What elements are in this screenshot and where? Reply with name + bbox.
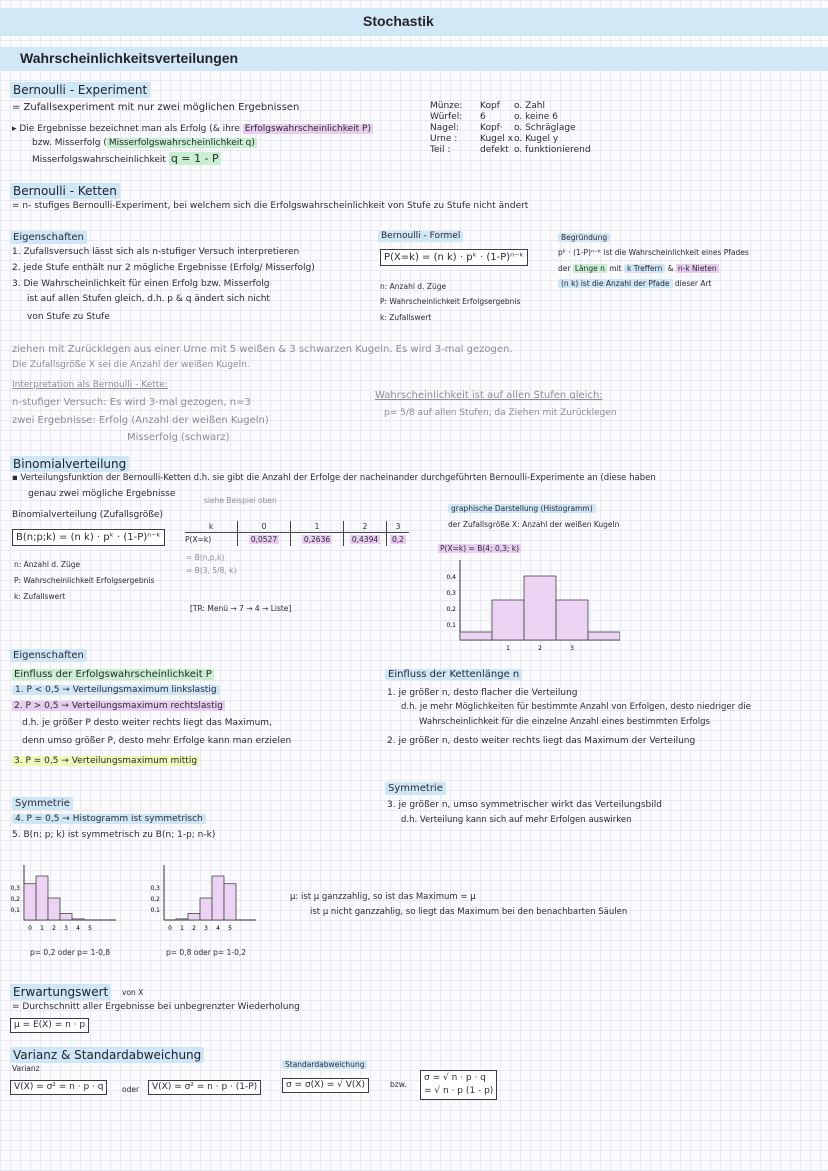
subheading: Einfluss der Erfolgswahrscheinlichkeit P xyxy=(14,669,212,680)
histogram-bar xyxy=(224,884,236,920)
text-line: 4. P = 0,5 → Histogramm ist symmetrisch xyxy=(12,814,206,825)
begruendung-heading: Begründung xyxy=(558,233,610,242)
varianz-formula-1: V(X) = σ² = n · p · q xyxy=(10,1080,107,1095)
caption: p= 0,8 oder p= 1-0,2 xyxy=(166,948,247,957)
histogram-bar xyxy=(60,913,72,920)
example-line: Die Zufallsgröße X sei die Anzahl der weißen Kugeln. xyxy=(12,360,250,370)
x-tick-label: 2 xyxy=(52,925,56,932)
histogram-bar xyxy=(200,898,212,920)
histogram-bar xyxy=(72,919,84,920)
text-line: 1. Zufallsversuch lässt sich als n-stufiger Versuch interpretieren xyxy=(12,247,300,257)
y-tick-label: 0,2 xyxy=(150,896,160,903)
histogram-bar xyxy=(24,884,36,920)
text-line: oder xyxy=(122,1085,140,1094)
x-tick-label: 1 xyxy=(506,645,510,652)
histogram-bar xyxy=(556,600,588,640)
text-line: 3. Die Wahrscheinlichkeit für einen Erfolg bzw. Misserfolg xyxy=(12,279,270,289)
text-line: der Länge n mit k Treffern & n-k Nieten xyxy=(558,264,717,273)
text-line: (n k) ist die Anzahl der Pfade dieser Art xyxy=(558,279,712,288)
text-line: d.h. je mehr Möglichkeiten für bestimmte Anzahl von Erfolgen, desto niedriger die xyxy=(401,702,751,712)
table-row: Münze: Kopf o. Zahl xyxy=(430,101,545,111)
example-line: Interpretation als Bernoulli - Kette: xyxy=(12,380,168,390)
x-tick-label: 3 xyxy=(204,925,208,932)
histogram-bar xyxy=(492,600,524,640)
text-line: Binomialverteilung (Zufallsgröße) xyxy=(12,510,163,520)
varianz-formula-2: V(X) = σ² = n · p · (1-P) xyxy=(148,1080,261,1095)
y-tick-label: 0,1 xyxy=(10,907,20,914)
y-tick-label: 0,1 xyxy=(446,622,456,629)
caption: p= 0,2 oder p= 1-0,8 xyxy=(30,948,111,957)
table-row: Würfel: 6 o. keine 6 xyxy=(430,112,558,122)
subheading: Varianz xyxy=(12,1064,40,1073)
table-row: k 0 1 2 3 xyxy=(185,521,409,533)
section-heading-varianz: Varianz & Standardabweichung xyxy=(10,1047,204,1063)
x-tick-label: 3 xyxy=(64,925,68,932)
histogram-bar xyxy=(212,876,224,920)
text-line: = B(3, 5/8, k) xyxy=(186,566,237,575)
text-line: bzw. xyxy=(390,1080,407,1089)
x-tick-label: 4 xyxy=(216,925,220,932)
example-line: n-stufiger Versuch: Es wird 3-mal gezogen, n=3 xyxy=(12,397,251,408)
text-line: 3. P = 0,5 → Verteilungsmaximum mittig xyxy=(14,756,198,766)
text-line: = Zufallsexperiment mit nur zwei möglichen Ergebnissen xyxy=(12,102,300,113)
text-line: 2. P > 0,5 → Verteilungsmaximum rechtslastig xyxy=(14,701,223,711)
text-line: = B(n,p,k) xyxy=(186,553,225,562)
histogram-bar xyxy=(48,898,60,920)
graph-title: graphische Darstellung (Histogramm) xyxy=(448,504,596,513)
text-line: 2. je größer n, desto weiter rechts liegt das Maximum der Verteilung xyxy=(387,736,696,746)
text-line: d.h. je größer P desto weiter rechts liegt das Maximum, xyxy=(22,718,272,728)
y-tick-label: 0,1 xyxy=(150,907,160,914)
example-line: p= 5/8 auf allen Stufen, da Ziehen mit Zurücklegen xyxy=(384,408,617,418)
text-line: 1. P < 0,5 → Verteilungsmaximum linkslastig xyxy=(12,685,220,696)
y-tick-label: 0,4 xyxy=(446,574,456,581)
text-line: k: Zufallswert xyxy=(14,592,66,601)
x-tick-label: 1 xyxy=(40,925,44,932)
histogram-right xyxy=(150,845,275,945)
histogram-bar xyxy=(524,576,556,640)
binomial-formula: B(n;p;k) = (n k) · pᵏ · (1-P)ⁿ⁻ᵏ xyxy=(12,529,165,546)
table-row: Urne : Kugel xo. Kugel y xyxy=(430,134,559,144)
text-line: 5. B(n; p; k) ist symmetrisch zu B(n; 1-p; n-k) xyxy=(12,830,216,840)
text-line: = Durchschnitt aller Ergebnisse bei unbegrenzter Wiederholung xyxy=(12,1002,300,1012)
text-line: k: Zufallswert xyxy=(380,313,432,322)
x-tick-label: 3 xyxy=(570,645,574,652)
text-line: bzw. Misserfolg ( Misserfolgswahrscheinlichkeit q) xyxy=(32,138,255,148)
y-tick-label: 0,3 xyxy=(150,885,160,892)
subheading: Standardabweichung xyxy=(282,1060,367,1069)
page-title: Wahrscheinlichkeitsverteilungen xyxy=(20,50,239,66)
text-line: P: Wahrscheinlichkeit Erfolgsergebnis xyxy=(380,297,521,306)
text-line: 1. je größer n, desto flacher die Verteilung xyxy=(387,688,578,698)
text-line: von Stufe zu Stufe xyxy=(27,312,110,322)
probability-table xyxy=(185,521,409,546)
bernoulli-formula: P(X=k) = (n k) · pᵏ · (1-P)ⁿ⁻ᵏ xyxy=(380,249,528,266)
text-line: μ: ist μ ganzzahlig, so ist das Maximum = μ xyxy=(290,892,476,902)
text-line: Misserfolgswahrscheinlichkeit q = 1 - P xyxy=(32,152,219,165)
x-tick-label: 5 xyxy=(88,925,92,932)
text-line: = n- stufiges Bernoulli-Experiment, bei welchem sich die Erfolgswahrscheinlichkeit von Stufe zu Stufe nicht ändert xyxy=(12,201,529,211)
text-line: ▪ Verteilungsfunktion der Bernoulli-Ketten d.h. sie gibt die Anzahl der Erfolge der nacheinander durchgeführten Bernoulli-Experimente an (diese haben xyxy=(12,473,656,483)
example-line: ziehen mit Zurücklegen aus einer Urne mit 5 weißen & 3 schwarzen Kugeln. Es wird 3-mal gezogen. xyxy=(12,344,513,355)
text-line: ist auf allen Stufen gleich, d.h. p & q ändert sich nicht xyxy=(27,294,270,304)
table-row: P(X=k) 0,0527 0,2636 0,4394 0,2 xyxy=(185,533,409,547)
header-title: Stochastik xyxy=(363,13,434,29)
table-row: Teil : defekt o. funktionierend xyxy=(430,145,591,155)
section-heading-binomialverteilung: Binomialverteilung xyxy=(10,456,129,472)
std-formula: σ = σ(X) = √ V(X) xyxy=(282,1078,369,1093)
section-heading-erwartungswert: Erwartungswert xyxy=(10,984,111,1000)
y-tick-label: 0,3 xyxy=(10,885,20,892)
x-tick-label: 4 xyxy=(76,925,80,932)
histogram-bar xyxy=(188,913,200,920)
text-line: ▸ Die Ergebnisse bezeichnet man als Erfolg (& ihre Erfolgswahrscheinlichkeit P) xyxy=(12,124,371,134)
text-line: n: Anzahl d. Züge xyxy=(380,282,447,291)
example-table xyxy=(430,101,591,156)
text-line: denn umso größer P, desto mehr Erfolge kann man erzielen xyxy=(22,736,292,746)
text-line: P: Wahrscheinlichkeit Erfolgsergebnis xyxy=(14,576,155,585)
text-line: genau zwei mögliche Ergebnisse xyxy=(28,489,176,499)
graph-subtitle: der Zufallsgröße X: Anzahl der weißen Kugeln xyxy=(448,520,620,529)
section-heading-eigenschaften: Eigenschaften xyxy=(10,231,87,244)
histogram-bar xyxy=(176,919,188,920)
histogram-bar xyxy=(588,632,620,640)
histogram-bar xyxy=(36,876,48,920)
formula-heading: Bernoulli - Formel xyxy=(378,231,463,242)
x-tick-label: 0 xyxy=(168,925,172,932)
text-line: 2. jede Stufe enthält nur 2 mögliche Ergebnisse (Erfolg/ Misserfolg) xyxy=(12,263,315,273)
example-line: zwei Ergebnisse: Erfolg (Anzahl der weißen Kugeln) xyxy=(12,415,269,426)
text-line: [TR: Menü → 7 → 4 → Liste] xyxy=(190,604,292,613)
text-line: Wahrscheinlichkeit für die einzelne Anzahl eines bestimmten Erfolgs xyxy=(419,717,710,727)
text-line: n: Anzahl d. Züge xyxy=(14,560,81,569)
erwartungswert-formula: μ = E(X) = n · p xyxy=(10,1018,89,1033)
histogram-chart xyxy=(440,555,620,665)
section-heading-eigenschaften-2: Eigenschaften xyxy=(10,649,87,662)
text-line: von X xyxy=(122,988,144,997)
section-heading-bernoulli-ketten: Bernoulli - Ketten xyxy=(10,183,120,199)
text-line: ist μ nicht ganzzahlig, so liegt das Maximum bei den benachbarten Säulen xyxy=(310,907,628,917)
x-tick-label: 5 xyxy=(228,925,232,932)
y-tick-label: 0,3 xyxy=(446,590,456,597)
x-tick-label: 1 xyxy=(180,925,184,932)
histogram-bar xyxy=(460,632,492,640)
subheading-symmetrie-right: Symmetrie xyxy=(385,782,446,795)
subheading-symmetrie: Symmetrie xyxy=(12,797,73,810)
x-tick-label: 2 xyxy=(538,645,542,652)
graph-label: P(X=k) = B(4; 0,3; k) xyxy=(440,544,520,553)
text-line: pᵏ · (1-P)ⁿ⁻ᵏ ist die Wahrscheinlichkeit eines Pfades xyxy=(558,248,749,257)
note: siehe Beispiel oben xyxy=(204,496,277,505)
example-line: Misserfolg (schwarz) xyxy=(127,432,230,443)
example-line: Wahrscheinlichkeit ist auf allen Stufen gleich: xyxy=(375,390,603,401)
section-heading-bernoulli-experiment: Bernoulli - Experiment xyxy=(10,82,150,98)
histogram-left xyxy=(10,845,140,945)
subheading: Einfluss der Kettenlänge n xyxy=(385,668,522,681)
table-row: Nagel: Kopf· o. Schräglage xyxy=(430,123,576,133)
y-tick-label: 0,2 xyxy=(446,606,456,613)
text-line: 3. je größer n, umso symmetrischer wirkt das Verteilungsbild xyxy=(387,800,662,810)
x-tick-label: 2 xyxy=(192,925,196,932)
text-line: d.h. Verteilung kann sich auf mehr Erfolgen auswirken xyxy=(401,815,632,825)
std-formula-2: σ = √ n · p · q = √ n · p (1 - p) xyxy=(420,1070,497,1100)
x-tick-label: 0 xyxy=(28,925,32,932)
y-tick-label: 0,2 xyxy=(10,896,20,903)
